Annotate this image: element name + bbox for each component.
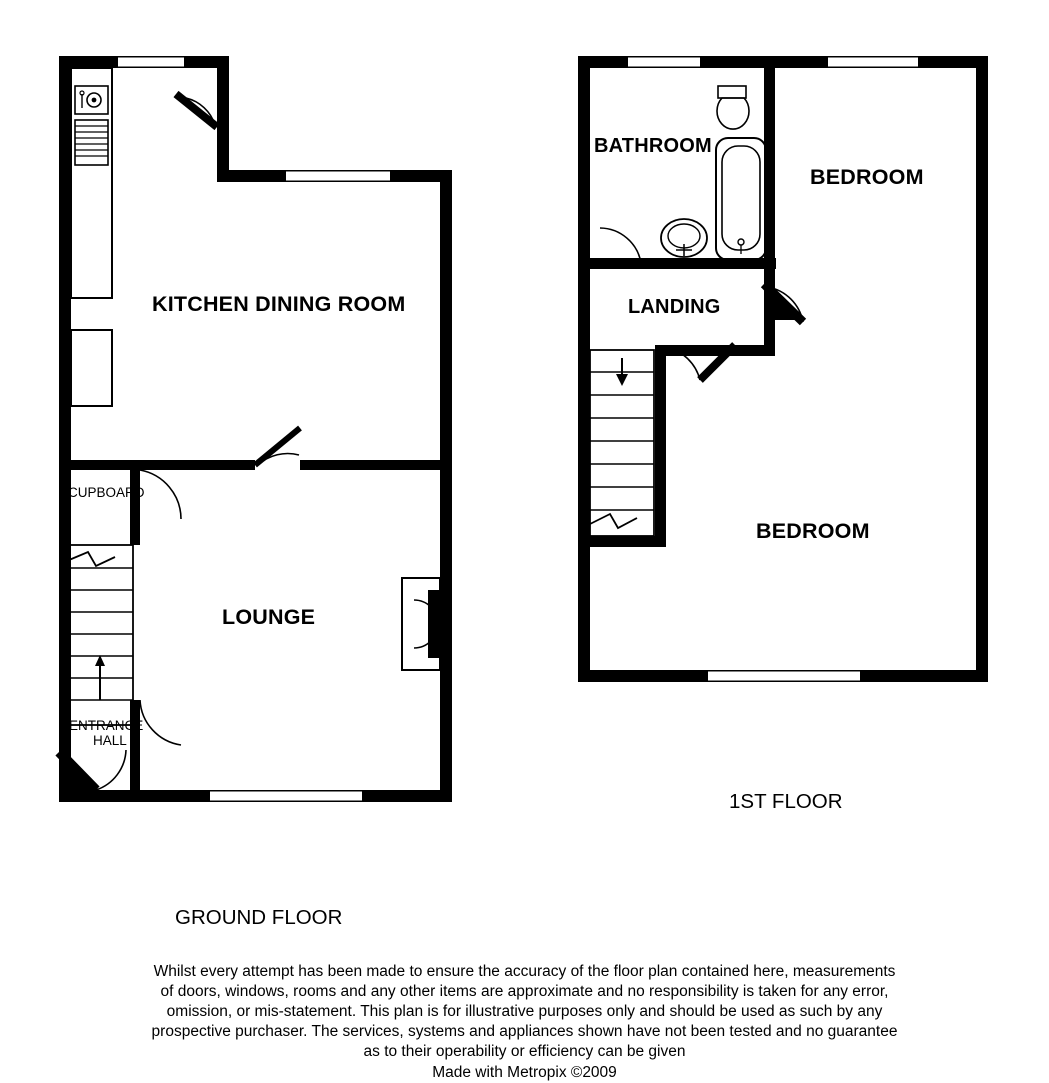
disclaimer-line-1: Whilst every attempt has been made to ensure the accuracy of the floor plan contained here, measurements [153, 963, 896, 980]
disclaimer-line-5: as to their operability or efficiency can be given [363, 1043, 686, 1060]
metropix-credit: Made with Metropix ©2009 [432, 1064, 617, 1081]
disclaimer-line-4: prospective purchaser. The services, systems and appliances shown have not been tested and no guarantee [151, 1023, 898, 1040]
label-entrance-hall-line2: HALL [93, 733, 127, 748]
room-label-bedroom-rear: BEDROOM [756, 519, 870, 543]
room-label-lounge: LOUNGE [222, 605, 316, 629]
caption-ground-floor: GROUND FLOOR [175, 906, 343, 929]
room-label-bathroom: BATHROOM [594, 135, 712, 157]
room-label-bedroom-front: BEDROOM [810, 165, 924, 189]
disclaimer-text [0, 962, 1049, 1083]
room-label-landing: LANDING [628, 296, 721, 318]
ground-floor-plan [59, 56, 452, 802]
label-cupboard: CUPBOARD [68, 485, 145, 500]
disclaimer-line-2: of doors, windows, rooms and any other items are approximate and no responsibility is taken for any error, [160, 983, 889, 1000]
label-entrance-hall-line1: ENTRANCE [69, 718, 144, 733]
room-label-kitchen-dining-room: KITCHEN DINING ROOM [152, 292, 406, 316]
disclaimer-line-3: omission, or mis-statement. This plan is for illustrative purposes only and should be used as such by any [166, 1003, 883, 1020]
caption-first-floor: 1ST FLOOR [729, 790, 843, 813]
